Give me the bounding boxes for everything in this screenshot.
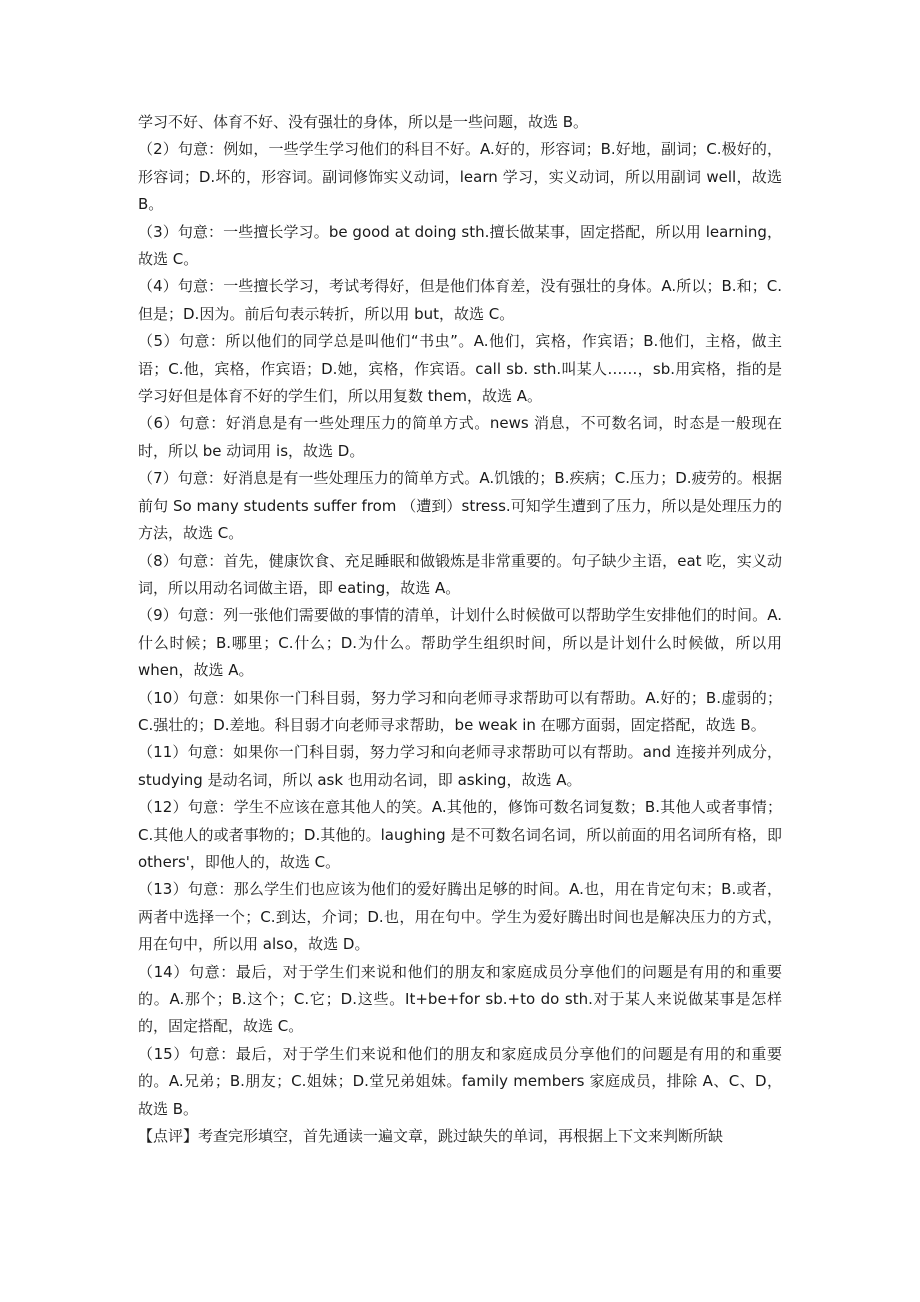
paragraph-continuation: 学习不好、体育不好、没有强壮的身体，所以是一些问题，故选 B。 (138, 113, 589, 131)
answer-explanation-9: （9）句意：列一张他们需要做的事情的清单，计划什么时候做可以帮助学生安排他们的时间。A.什么时候；B.哪里；C.什么；D.为什么。帮助学生组织时间，所以是计划什么时候做，所以用 when，故选 A。 (138, 606, 782, 680)
answer-explanation-4: （4）句意：一些擅长学习，考试考得好，但是他们体育差，没有强壮的身体。A.所以；B.和；C.但是；D.因为。前后句表示转折，所以用 but，故选 C。 (138, 277, 782, 323)
answer-explanation-7: （7）句意：好消息是有一些处理压力的简单方式。A.饥饿的；B.疾病；C.压力；D.疲劳的。根据前句 So many students suffer from （遭到）stress.可知学生遭到了压力，所以是处理压力的方法，故选 C。 (138, 469, 782, 543)
document-body (138, 109, 782, 1150)
answer-explanation-10: （10）句意：如果你一门科目弱，努力学习和向老师寻求帮助可以有帮助。A.好的；B.虚弱的；C.强壮的；D.差地。科目弱才向老师寻求帮助，be weak in 在哪方面弱，固定搭配，故选 B。 (138, 688, 782, 734)
answer-explanation-11: （11）句意：如果你一门科目弱，努力学习和向老师寻求帮助可以有帮助。and 连接并列成分，studying 是动名词，所以 ask 也用动名词，即 asking，故选 A。 (138, 743, 782, 789)
answer-explanation-15: （15）句意：最后，对于学生们来说和他们的朋友和家庭成员分享他们的问题是有用的和重要的。A.兄弟；B.朋友；C.姐妹；D.堂兄弟姐妹。family members 家庭成员，排除 A、C、D，故选 B。 (138, 1044, 782, 1118)
answer-explanation-2: （2）句意：例如，一些学生学习他们的科目不好。A.好的，形容词；B.好地，副词；C.极好的，形容词；D.坏的，形容词。副词修饰实义动词，learn 学习，实义动词，所以用副词 well，故选 B。 (138, 140, 782, 214)
answer-explanation-8: （8）句意：首先，健康饮食、充足睡眠和做锻炼是非常重要的。句子缺少主语，eat 吃，实义动词，所以用动名词做主语，即 eating，故选 A。 (138, 551, 782, 597)
answer-explanation-12: （12）句意：学生不应该在意其他人的笑。A.其他的，修饰可数名词复数；B.其他人或者事情；C.其他人的或者事物的；D.其他的。laughing 是不可数名词名词，所以前面的用名词所有格，即 others'，即他人的，故选 C。 (138, 798, 782, 871)
answer-explanation-13: （13）句意：那么学生们也应该为他们的爱好腾出足够的时间。A.也，用在肯定句末；B.或者，两者中选择一个；C.到达，介词；D.也，用在句中。学生为爱好腾出时间也是解决压力的方式，用在句中，所以用 also，故选 D。 (138, 880, 782, 954)
answer-explanation-14: （14）句意：最后，对于学生们来说和他们的朋友和家庭成员分享他们的问题是有用的和重要的。A.那个；B.这个；C.它；D.这些。It+be+for sb.+to do sth.对于某人来说做某事是怎样的，固定搭配，故选 C。 (138, 962, 782, 1036)
answer-explanation-3: （3）句意：一些擅长学习。be good at doing sth.擅长做某事，固定搭配，所以用 learning，故选 C。 (138, 222, 782, 269)
answer-explanation-5: （5）句意：所以他们的同学总是叫他们“书虫”。A.他们，宾格，作宾语；B.他们，主格，做主语；C.他，宾格，作宾语；D.她，宾格，作宾语。call sb. sth.叫某人……，sb.用宾格，指的是学习好但是体育不好的学生们，所以用复数 them，故选 A。 (138, 332, 782, 406)
comment-paragraph: 【点评】考查完形填空，首先通读一遍文章，跳过缺失的单词，再根据上下文来判断所缺 (138, 1127, 724, 1146)
answer-explanation-6: （6）句意：好消息是有一些处理压力的简单方式。news 消息，不可数名词，时态是一般现在时，所以 be 动词用 is，故选 D。 (138, 414, 782, 460)
